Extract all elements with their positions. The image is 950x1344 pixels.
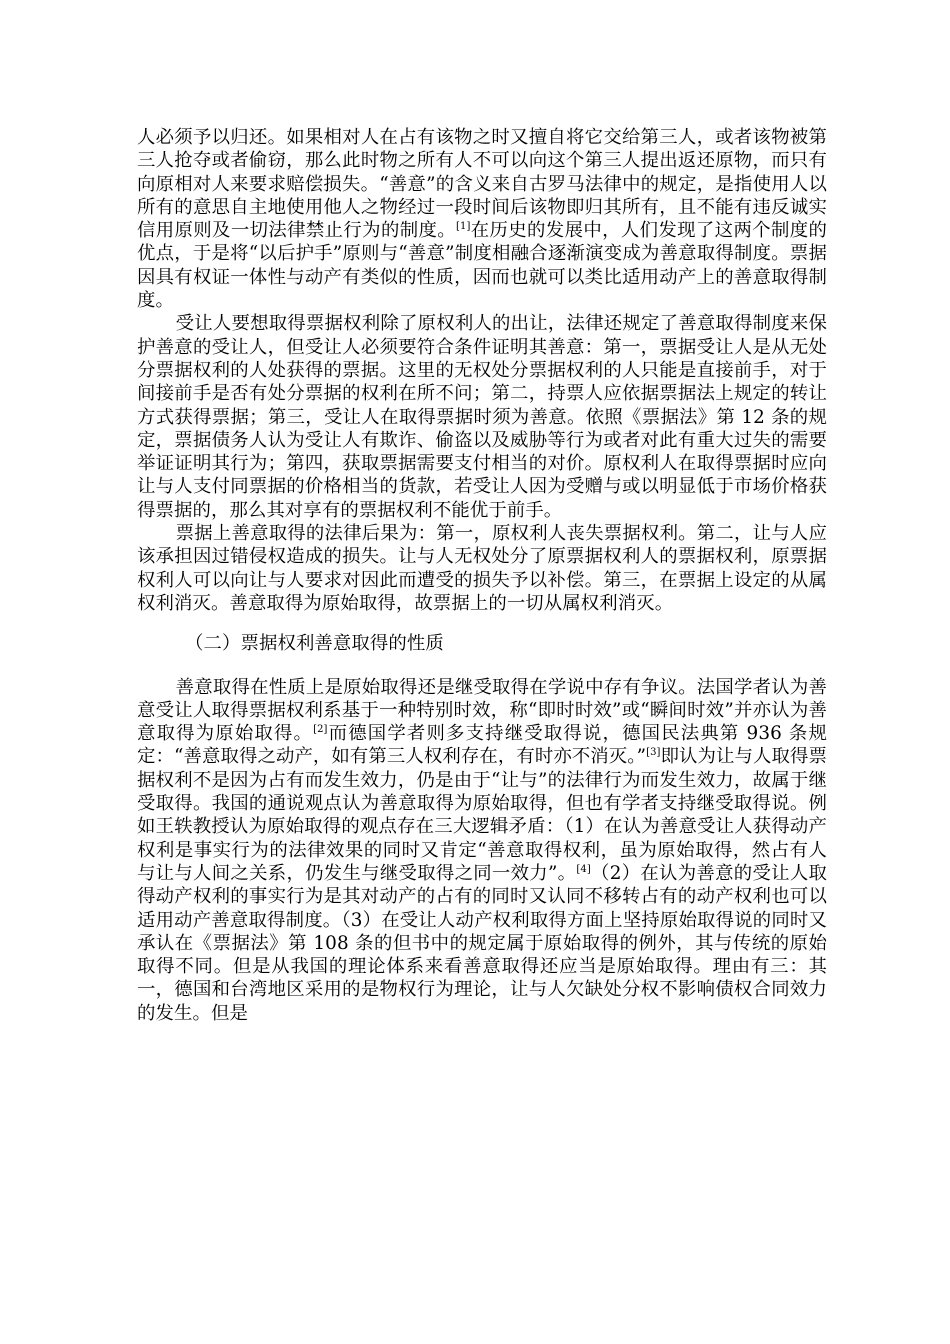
section-heading: （二）票据权利善意取得的性质 (185, 633, 444, 655)
paragraph-4-text-a: 善意取得在性质上是原始取得还是继受取得在学说中存有争议。法国学者认为善意受让人取得票据权利系基于一种特别时效，称“即时时效”或“瞬间时效”并亦认为善意取得为原始取得。 (137, 676, 827, 745)
paragraph-2: 受让人要想取得票据权利除了原权利人的出让，法律还规定了善意取得制度来保护善意的受让人，但受让人必须要符合条件证明其善意：第一，票据受让人是从无处分票据权利的人处获得的票据。这里的无权处分票据权利的人只能是直接前手，对于间接前手是否有处分票据的权利在所不问；第二，持票人应依据票据法上规定的转让方式获得票据；第三，受让人在取得票据时须为善意。依照《票据法》第 12 条的规定，票据债务人认为受让人有欺诈、偷盗以及威胁等行为或者对此有重大过失的需要举证证明其行为；第四，获取票据需要支付相当的对价。原权利人在取得票据时应向让与人支付同票据的价格相当的货款，若受让人因为受赠与或以明显低于市场价格获得票据的，那么其对享有的票据权利不能优于前手。 (137, 313, 827, 521)
paragraph-1-text-b: 在历史的发展中，人们发现了这两个制度的优点，于是将“以后护手”原则与“善意”制度相融合逐渐演变成为善意取得制度。票据因具有权证一体性与动产有类似的性质，因而也就可以类比适用动产上的善意取得制度。 (137, 220, 827, 312)
paragraph-3: 票据上善意取得的法律后果为：第一，原权利人丧失票据权利。第二，让与人应该承担因过错侵权造成的损失。让与人无权处分了原票据权利人的票据权利，原票据权利人可以向让与人要求对因此而遭受的损失予以补偿。第三，在票据上设定的从属权利消灭。善意取得为原始取得，故票据上的一切从属权利消灭。 (137, 523, 827, 614)
paragraph-1 (137, 126, 827, 312)
paragraph-4-text-b: 而德国学者则多支持继受取得说，德国民法典第 936 条规定：“善意取得之动产，如有第三人权利存在，有时亦不消灭。” (137, 723, 827, 768)
paragraph-4 (137, 676, 827, 1025)
citation-3: [3] (646, 747, 661, 759)
paragraph-4-text-d: （2）在认为善意的受让人取得动产权利的事实行为是其对动产的占有的同时又认同不移转占有的动产权利也可以适用动产善意取得制度。（3）在受让人动产权利取得方面上坚持原始取得说的同时又承认在《票据法》第 108 条的但书中的规定属于原始取得的例外，其与传统的原始取得不同。但是从我国的理论体系来看善意取得还应当是原始取得。理由有三：其一，德国和台湾地区采用的是物权行为理论，让与人欠缺处分权不影响债权合同效力的发生。但是 (137, 862, 827, 1024)
citation-4: [4] (576, 863, 591, 875)
citation-1: [1] (456, 221, 471, 233)
citation-2: [2] (313, 724, 328, 736)
paragraph-1-text-a: 人必须予以归还。如果相对人在占有该物之时又擅自将它交给第三人，或者该物被第三人抢夺或者偷窃，那么此时物之所有人不可以向这个第三人提出返还原物，而只有向原相对人来要求赔偿损失。“善意”的含义来自古罗马法律中的规定，是指使用人以所有的意思自主地使用他人之物经过一段时间后该物即归其所有，且不能有违反诚实信用原则及一切法律禁止行为的制度。 (137, 127, 827, 242)
body-text (137, 126, 827, 1025)
paragraph-4-text-c: 即认为让与人取得票据权利不是因为占有而发生效力，仍是由于“让与”的法律行为而发生效力，故属于继受取得。我国的通说观点认为善意取得为原始取得，但也有学者支持继受取得说。例如王轶教授认为原始取得的观点存在三大逻辑矛盾：（1）在认为善意受让人获得动产权利是事实行为的法律效果的同时又肯定“善意取得权利，虽为原始取得，然占有人与让与人间之关系，仍发生与继受取得之同一效力”。 (137, 746, 827, 884)
